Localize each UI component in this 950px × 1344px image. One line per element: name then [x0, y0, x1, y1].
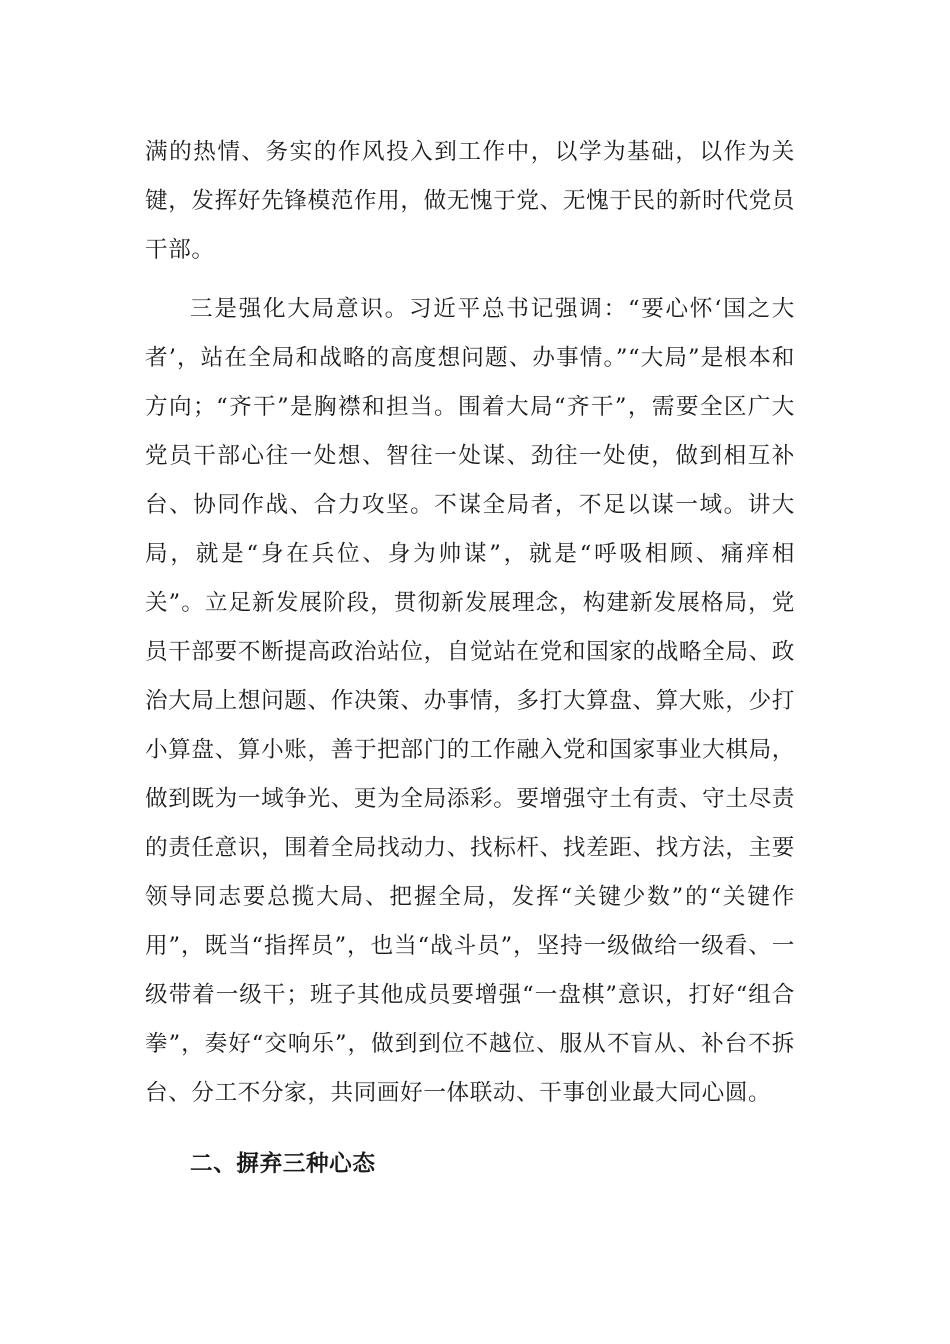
document-body: [145, 128, 795, 1189]
paragraph-continuation: 满的热情、务实的作风投入到工作中，以学为基础，以作为关键，发挥好先锋模范作用，做无愧于党、无愧于民的新时代党员干部。: [145, 139, 795, 263]
section-heading-wrap: [145, 1140, 795, 1189]
section-heading: 二、摒弃三种心态: [190, 1151, 376, 1177]
paragraph-strengthen-overall-awareness: 三是强化大局意识。习近平总书记强调：“要心怀‘国之大者’，站在全局和战略的高度想问题、办事情。”“大局”是根本和方向；“齐干”是胸襟和担当。围着大局“齐干”，需要全区广大党员干部心往一处想、智往一处谋、劲往一处使，做到相互补台、协同作战、合力攻坚。不谋全局者，不足以谋一域。讲大局，就是“身在兵位、身为帅谋”，就是“呼吸相顾、痛痒相关”。立足新发展阶段，贯彻新发展理念，构建新发展格局，党员干部要不断提高政治站位，自觉站在党和国家的战略全局、政治大局上想问题、作决策、办事情，多打大算盘、算大账，少打小算盘、算小账，善于把部门的工作融入党和国家事业大棋局，做到既为一域争光、更为全局添彩。要增强守土有责、守土尽责的责任意识，围着全局找动力、找标杆、找差距、找方法，主要领导同志要总揽大局、把握全局，发挥“关键少数”的“关键作用”，既当“指挥员”，也当“战斗员”，坚持一级做给一级看、一级带着一级干；班子其他成员要增强“一盘棋”意识，打好“组合拳”，奏好“交响乐”，做到到位不越位、服从不盲从、补台不拆台、分工不分家，共同画好一体联动、干事创业最大同心圆。: [145, 296, 795, 1106]
paragraph-gap: [145, 275, 795, 285]
